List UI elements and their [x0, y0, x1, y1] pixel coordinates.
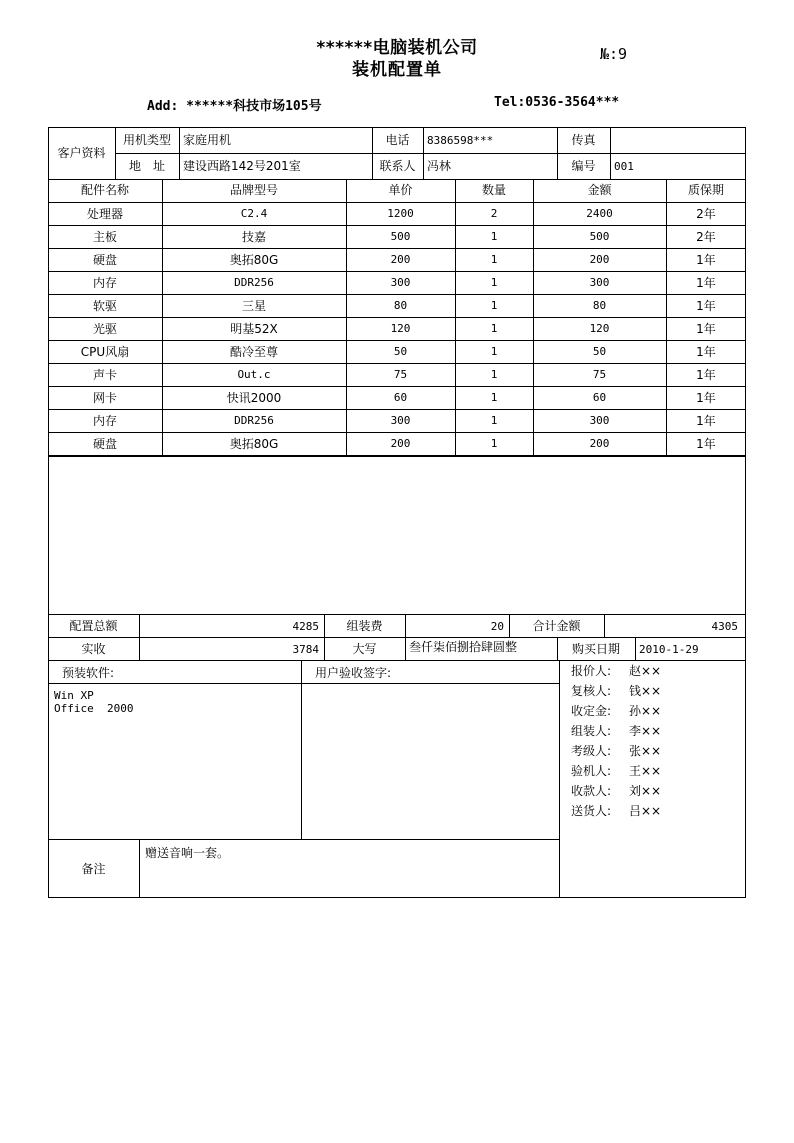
document-title: 装机配置单: [352, 60, 442, 80]
code-label: 编号: [571, 159, 596, 173]
divider: [179, 127, 180, 179]
cell-amount: 200: [589, 437, 610, 450]
staff-name: 孙××: [629, 704, 662, 718]
cell-unit-price: 75: [393, 368, 408, 381]
cell-unit-price: 200: [390, 437, 411, 450]
cell-unit-price: 500: [390, 230, 411, 243]
purchase-date-value: 2010-1-29: [639, 643, 699, 656]
divider: [48, 386, 746, 387]
remarks-value: 赠送音响一套。: [145, 846, 230, 860]
cell-quantity: 2: [490, 207, 498, 220]
company-tel: Tel:0536-3564***: [494, 95, 620, 110]
software-line: Win XP: [54, 689, 94, 702]
divider: [301, 660, 302, 839]
cell-part-name: CPU风扇: [80, 345, 130, 359]
divider: [610, 127, 611, 179]
cell-brand-model: 奥拓80G: [229, 253, 279, 267]
cell-brand-model: 明基52X: [230, 322, 278, 336]
staff-role: 送货人:: [571, 804, 612, 818]
cell-brand-model: 三星: [241, 299, 266, 313]
machine-type-value: 家庭用机: [183, 133, 232, 147]
cell-unit-price: 50: [393, 345, 408, 358]
cell-amount: 2400: [586, 207, 613, 220]
header-brand-model: 品牌型号: [229, 183, 278, 197]
cell-warranty: 1年: [696, 414, 716, 428]
assembly-fee-value: 20: [490, 620, 504, 633]
received-value: 3784: [292, 643, 319, 656]
header-quantity: 数量: [481, 183, 506, 197]
cell-part-name: 声卡: [92, 368, 117, 382]
divider: [48, 179, 746, 180]
cell-unit-price: 1200: [387, 207, 414, 220]
divider: [115, 153, 746, 154]
divider: [48, 202, 746, 203]
divider: [635, 637, 636, 660]
cell-warranty: 2年: [696, 230, 716, 244]
company-name: ******电脑装机公司: [316, 38, 478, 58]
header-warranty: 质保期: [687, 183, 724, 197]
cell-warranty: 1年: [696, 368, 716, 382]
cell-warranty: 1年: [696, 391, 716, 405]
divider: [48, 225, 746, 226]
cell-part-name: 光驱: [92, 322, 117, 336]
grand-total-value: 4305: [711, 620, 738, 633]
divider: [423, 127, 424, 179]
divider: [559, 660, 560, 898]
cell-amount: 200: [589, 253, 610, 266]
cell-part-name: 软驱: [92, 299, 117, 313]
cell-unit-price: 60: [393, 391, 408, 404]
cell-brand-model: Out.c: [237, 368, 271, 381]
divider: [48, 409, 746, 410]
phone-label: 电话: [385, 133, 410, 147]
cell-amount: 75: [592, 368, 607, 381]
cell-quantity: 1: [490, 322, 498, 335]
company-address: Add: ******科技市场105号: [147, 99, 322, 114]
cell-part-name: 处理器: [86, 207, 123, 221]
cell-warranty: 1年: [696, 253, 716, 267]
config-total-value: 4285: [292, 620, 319, 633]
cell-brand-model: C2.4: [240, 207, 268, 220]
cell-amount: 300: [589, 276, 610, 289]
cell-warranty: 1年: [696, 299, 716, 313]
divider: [48, 294, 746, 295]
cell-amount: 80: [592, 299, 607, 312]
cell-unit-price: 80: [393, 299, 408, 312]
uppercase-value: 叁仟柒佰捌拾肆圆整: [409, 640, 518, 654]
preinstalled-software-label: 预装软件:: [62, 666, 115, 680]
contact-label: 联系人: [379, 159, 416, 173]
cell-part-name: 硬盘: [92, 253, 117, 267]
header-unit-price: 单价: [388, 183, 413, 197]
cell-amount: 120: [589, 322, 610, 335]
contact-value: 冯林: [427, 159, 452, 173]
cell-warranty: 1年: [696, 345, 716, 359]
staff-name: 钱××: [629, 684, 662, 698]
staff-role: 考级人:: [571, 744, 612, 758]
software-line: Office 2000: [54, 702, 134, 715]
cell-warranty: 1年: [696, 322, 716, 336]
cell-unit-price: 200: [390, 253, 411, 266]
cell-unit-price: 120: [390, 322, 411, 335]
cell-quantity: 1: [490, 230, 498, 243]
cell-part-name: 内存: [92, 276, 117, 290]
divider: [48, 614, 746, 615]
assembly-fee-label: 组装费: [346, 619, 383, 633]
cell-brand-model: 技嘉: [241, 230, 266, 244]
received-label: 实收: [81, 642, 106, 656]
staff-role: 收款人:: [571, 784, 612, 798]
cell-brand-model: DDR256: [234, 276, 274, 289]
divider: [48, 317, 746, 318]
divider: [48, 455, 746, 457]
customer-section-label: 客户资料: [57, 146, 106, 160]
cell-brand-model: DDR256: [234, 414, 274, 427]
cell-amount: 300: [589, 414, 610, 427]
staff-name: 赵××: [629, 664, 662, 678]
staff-role: 复核人:: [571, 684, 612, 698]
machine-type-label: 用机类型: [122, 133, 171, 147]
cell-warranty: 1年: [696, 437, 716, 451]
config-total-label: 配置总额: [69, 619, 118, 633]
staff-name: 刘××: [629, 784, 662, 798]
purchase-date-label: 购买日期: [571, 642, 620, 656]
staff-role: 组装人:: [571, 724, 612, 738]
staff-role: 报价人:: [571, 664, 612, 678]
user-signature-label: 用户验收签字:: [315, 666, 392, 680]
uppercase-label: 大写: [352, 642, 377, 656]
cell-part-name: 主板: [92, 230, 117, 244]
divider: [48, 839, 559, 840]
cell-warranty: 1年: [696, 276, 716, 290]
divider: [139, 839, 140, 898]
remarks-label: 备注: [81, 862, 106, 876]
cell-brand-model: 奥拓80G: [229, 437, 279, 451]
address-label: 地 址: [128, 159, 165, 173]
cell-unit-price: 300: [390, 276, 411, 289]
cell-part-name: 网卡: [92, 391, 117, 405]
cell-quantity: 1: [490, 299, 498, 312]
divider: [48, 683, 559, 684]
header-amount: 金额: [587, 183, 612, 197]
staff-name: 王××: [629, 764, 662, 778]
cell-warranty: 2年: [696, 207, 716, 221]
divider: [48, 637, 746, 638]
cell-amount: 60: [592, 391, 607, 404]
grand-total-label: 合计金额: [532, 619, 581, 633]
phone-value: 8386598***: [427, 134, 494, 147]
cell-amount: 500: [589, 230, 610, 243]
divider: [48, 271, 746, 272]
divider: [48, 660, 746, 661]
cell-part-name: 内存: [92, 414, 117, 428]
header-part-name: 配件名称: [80, 183, 129, 197]
fax-label: 传真: [571, 133, 596, 147]
cell-unit-price: 300: [390, 414, 411, 427]
cell-quantity: 1: [490, 437, 498, 450]
document-number: №:9: [600, 45, 628, 63]
cell-brand-model: 酷冷至尊: [229, 345, 278, 359]
cell-quantity: 1: [490, 276, 498, 289]
cell-quantity: 1: [490, 345, 498, 358]
cell-quantity: 1: [490, 253, 498, 266]
divider: [48, 432, 746, 433]
cell-amount: 50: [592, 345, 607, 358]
cell-quantity: 1: [490, 414, 498, 427]
cell-brand-model: 快讯2000: [226, 391, 282, 405]
code-value: 001: [614, 160, 634, 173]
staff-name: 李××: [629, 724, 662, 738]
divider: [48, 340, 746, 341]
staff-name: 吕××: [629, 804, 662, 818]
staff-role: 收定金:: [571, 704, 612, 718]
address-value: 建设西路142号201室: [183, 159, 301, 173]
cell-quantity: 1: [490, 368, 498, 381]
divider: [48, 363, 746, 364]
cell-quantity: 1: [490, 391, 498, 404]
staff-name: 张××: [629, 744, 662, 758]
divider: [48, 248, 746, 249]
staff-role: 验机人:: [571, 764, 612, 778]
cell-part-name: 硬盘: [92, 437, 117, 451]
